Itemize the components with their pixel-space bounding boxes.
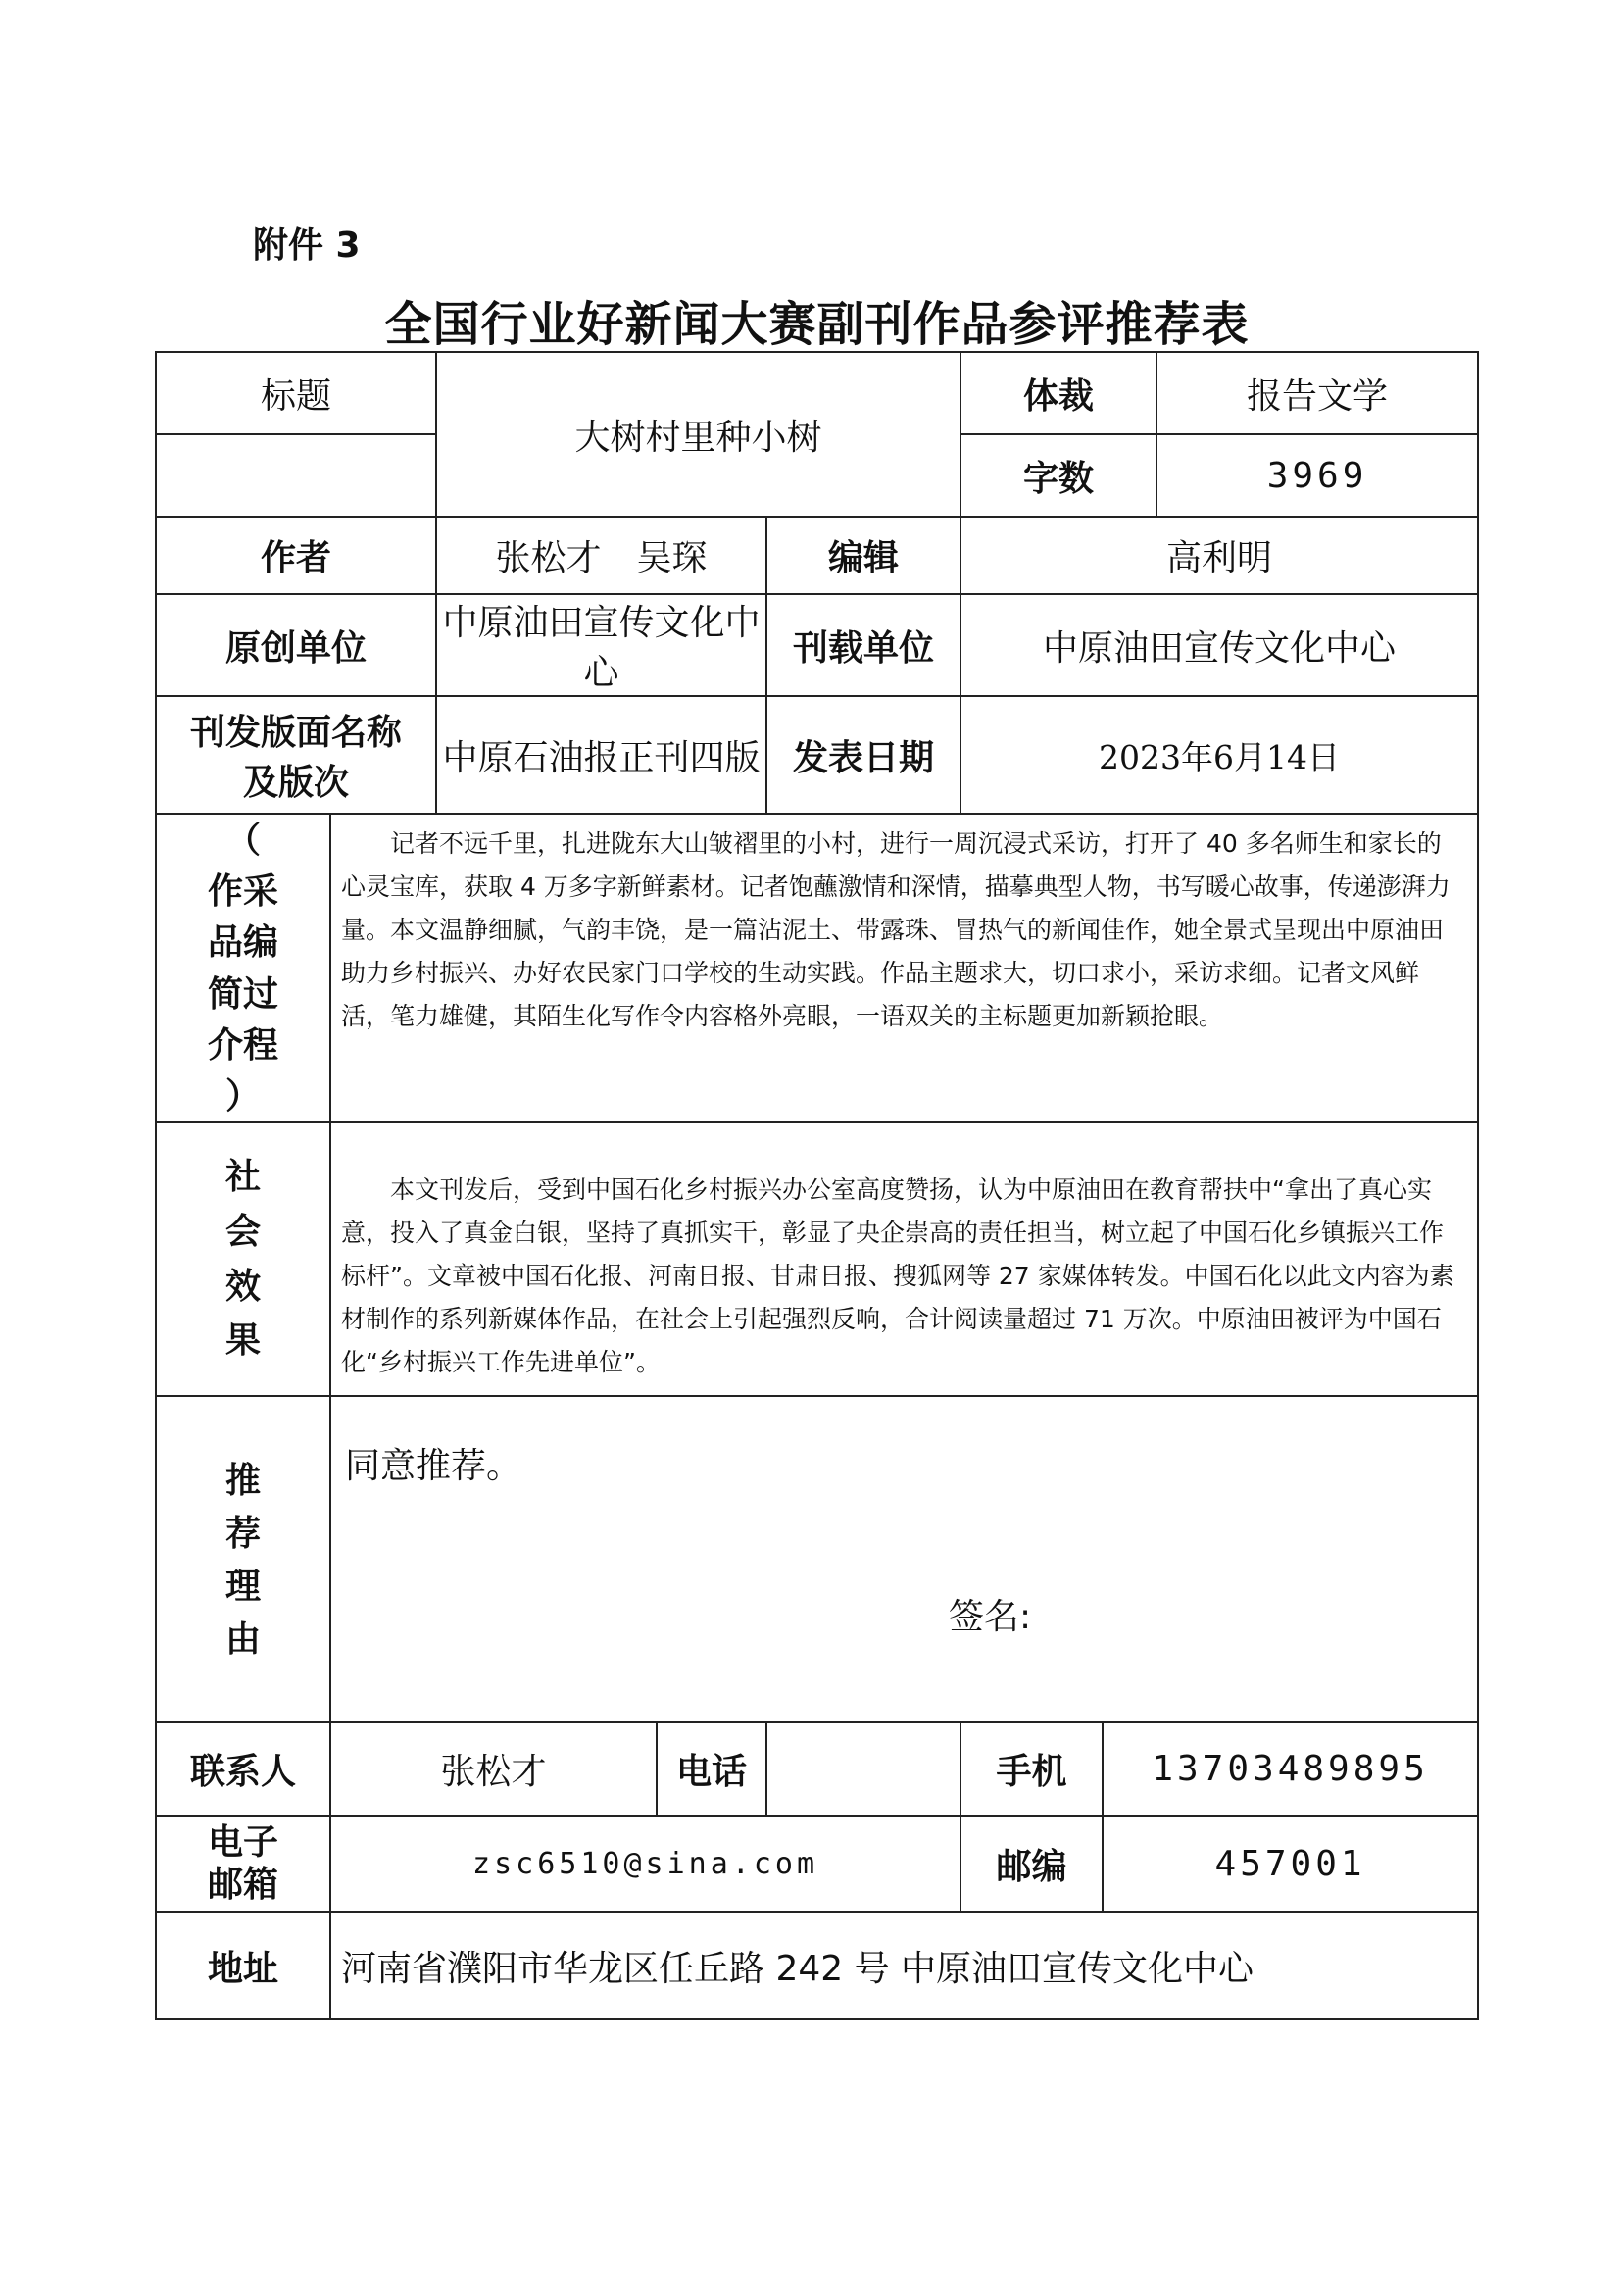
email-label-line1: 电子 — [207, 1820, 278, 1863]
intro-label-char: 介程 — [207, 1023, 278, 1066]
reason-label — [156, 1396, 330, 1722]
effect-text: 本文刊发后，受到中国石化乡村振兴办公室高度赞扬，认为中原油田在教育帮扶中“拿出了真心实意，投入了真金白银，坚持了真抓实干，彰显了央企崇高的责任担当，树立起了中国石化乡镇振兴工作标杆”。文章被中国石化报、河南日报、甘肃日报、搜狐网等 27 家媒体转发。中国石化以此文内容为素材制作的系列新媒体作品，在社会上引起强烈反响，合计阅读量超过 71 万次。中原油田被评为中国石化“乡村振兴工作先进单位”。 — [330, 1122, 1478, 1396]
headline-label-blank — [156, 434, 436, 517]
reason-text: 同意推荐。 — [345, 1446, 522, 1487]
intro-label-char: 简过 — [207, 972, 278, 1015]
reason-cell — [330, 1396, 1478, 1722]
page-name-label — [156, 696, 436, 814]
intro-label — [156, 814, 330, 1122]
address-value: 河南省濮阳市华龙区任丘路 242 号 中原油田宣传文化中心 — [330, 1912, 1478, 2019]
effect-label-char: 社 — [224, 1156, 261, 1198]
postcode-label: 邮编 — [960, 1816, 1103, 1912]
email-value: zsc6510@sina.com — [330, 1816, 960, 1912]
origin-unit-label: 原创单位 — [156, 594, 436, 696]
contact-label: 联系人 — [156, 1722, 330, 1816]
address-label: 地址 — [156, 1912, 330, 2019]
genre-label: 体裁 — [960, 352, 1156, 434]
word-count-value: 3969 — [1156, 434, 1478, 517]
word-count-label: 字数 — [960, 434, 1156, 517]
reason-label-char: 推 — [224, 1459, 261, 1501]
intro-label-char: 作采 — [207, 871, 278, 913]
mobile-value: 13703489895 — [1103, 1722, 1478, 1816]
page-name-label-line2: 及版次 — [243, 762, 350, 803]
phone-label: 电话 — [657, 1722, 766, 1816]
headline-value: 大树村里种小树 — [436, 352, 960, 517]
effect-label — [156, 1122, 330, 1396]
editor-label: 编辑 — [766, 517, 960, 594]
headline-label: 标题 — [156, 352, 436, 434]
intro-label-char: 品编 — [207, 921, 278, 964]
author-value: 张松才 吴琛 — [436, 517, 766, 594]
publish-date-label: 发表日期 — [766, 696, 960, 814]
email-label-line2: 邮箱 — [207, 1864, 278, 1906]
publish-unit-value: 中原油田宣传文化中心 — [960, 594, 1478, 696]
page-name-label-line1: 刊发版面名称 — [190, 712, 403, 753]
publish-unit-label: 刊载单位 — [766, 594, 960, 696]
author-label: 作者 — [156, 517, 436, 594]
effect-label-char: 会 — [224, 1210, 261, 1252]
page-name-value: 中原石油报正刊四版 — [436, 696, 766, 814]
intro-text: 记者不远千里，扎进陇东大山皱褶里的小村，进行一周沉浸式采访，打开了 40 多名师生和家长的心灵宝库，获取 4 万多字新鲜素材。记者饱蘸激情和深情，描摹典型人物，书写暖心故事，传递澎湃力量。本文温静细腻，气韵丰饶，是一篇沾泥土、带露珠、冒热气的新闻佳作，她全景式呈现出中原油田助力乡村振兴、办好农民家门口学校的生动实践。作品主题求大，切口求小，采访求细。记者文风鲜活，笔力雄健，其陌生化写作令内容格外亮眼，一语双关的主标题更加新颖抢眼。 — [330, 814, 1478, 1122]
contact-value: 张松才 — [330, 1722, 657, 1816]
email-label — [156, 1816, 330, 1912]
intro-label-char: ） — [224, 1074, 261, 1117]
effect-label-char: 果 — [224, 1320, 261, 1362]
reason-label-char: 由 — [224, 1618, 261, 1660]
reason-label-char: 理 — [224, 1565, 261, 1607]
publish-date-value: 2023年6月14日 — [960, 696, 1478, 814]
effect-label-char: 效 — [224, 1265, 261, 1307]
phone-value — [766, 1722, 960, 1816]
intro-label-char: （ — [224, 820, 261, 861]
form-title: 全国行业好新闻大赛副刊作品参评推荐表 — [384, 297, 1250, 352]
genre-value: 报告文学 — [1156, 352, 1478, 434]
origin-unit-value: 中原油田宣传文化中心 — [436, 594, 766, 696]
attachment-label: 附件 3 — [253, 225, 361, 266]
reason-label-char: 荐 — [224, 1512, 261, 1554]
postcode-value: 457001 — [1103, 1816, 1478, 1912]
editor-value: 高利明 — [960, 517, 1478, 594]
mobile-label: 手机 — [960, 1722, 1103, 1816]
recommendation-form — [155, 351, 1479, 2020]
signature-label: 签名: — [949, 1597, 1032, 1638]
